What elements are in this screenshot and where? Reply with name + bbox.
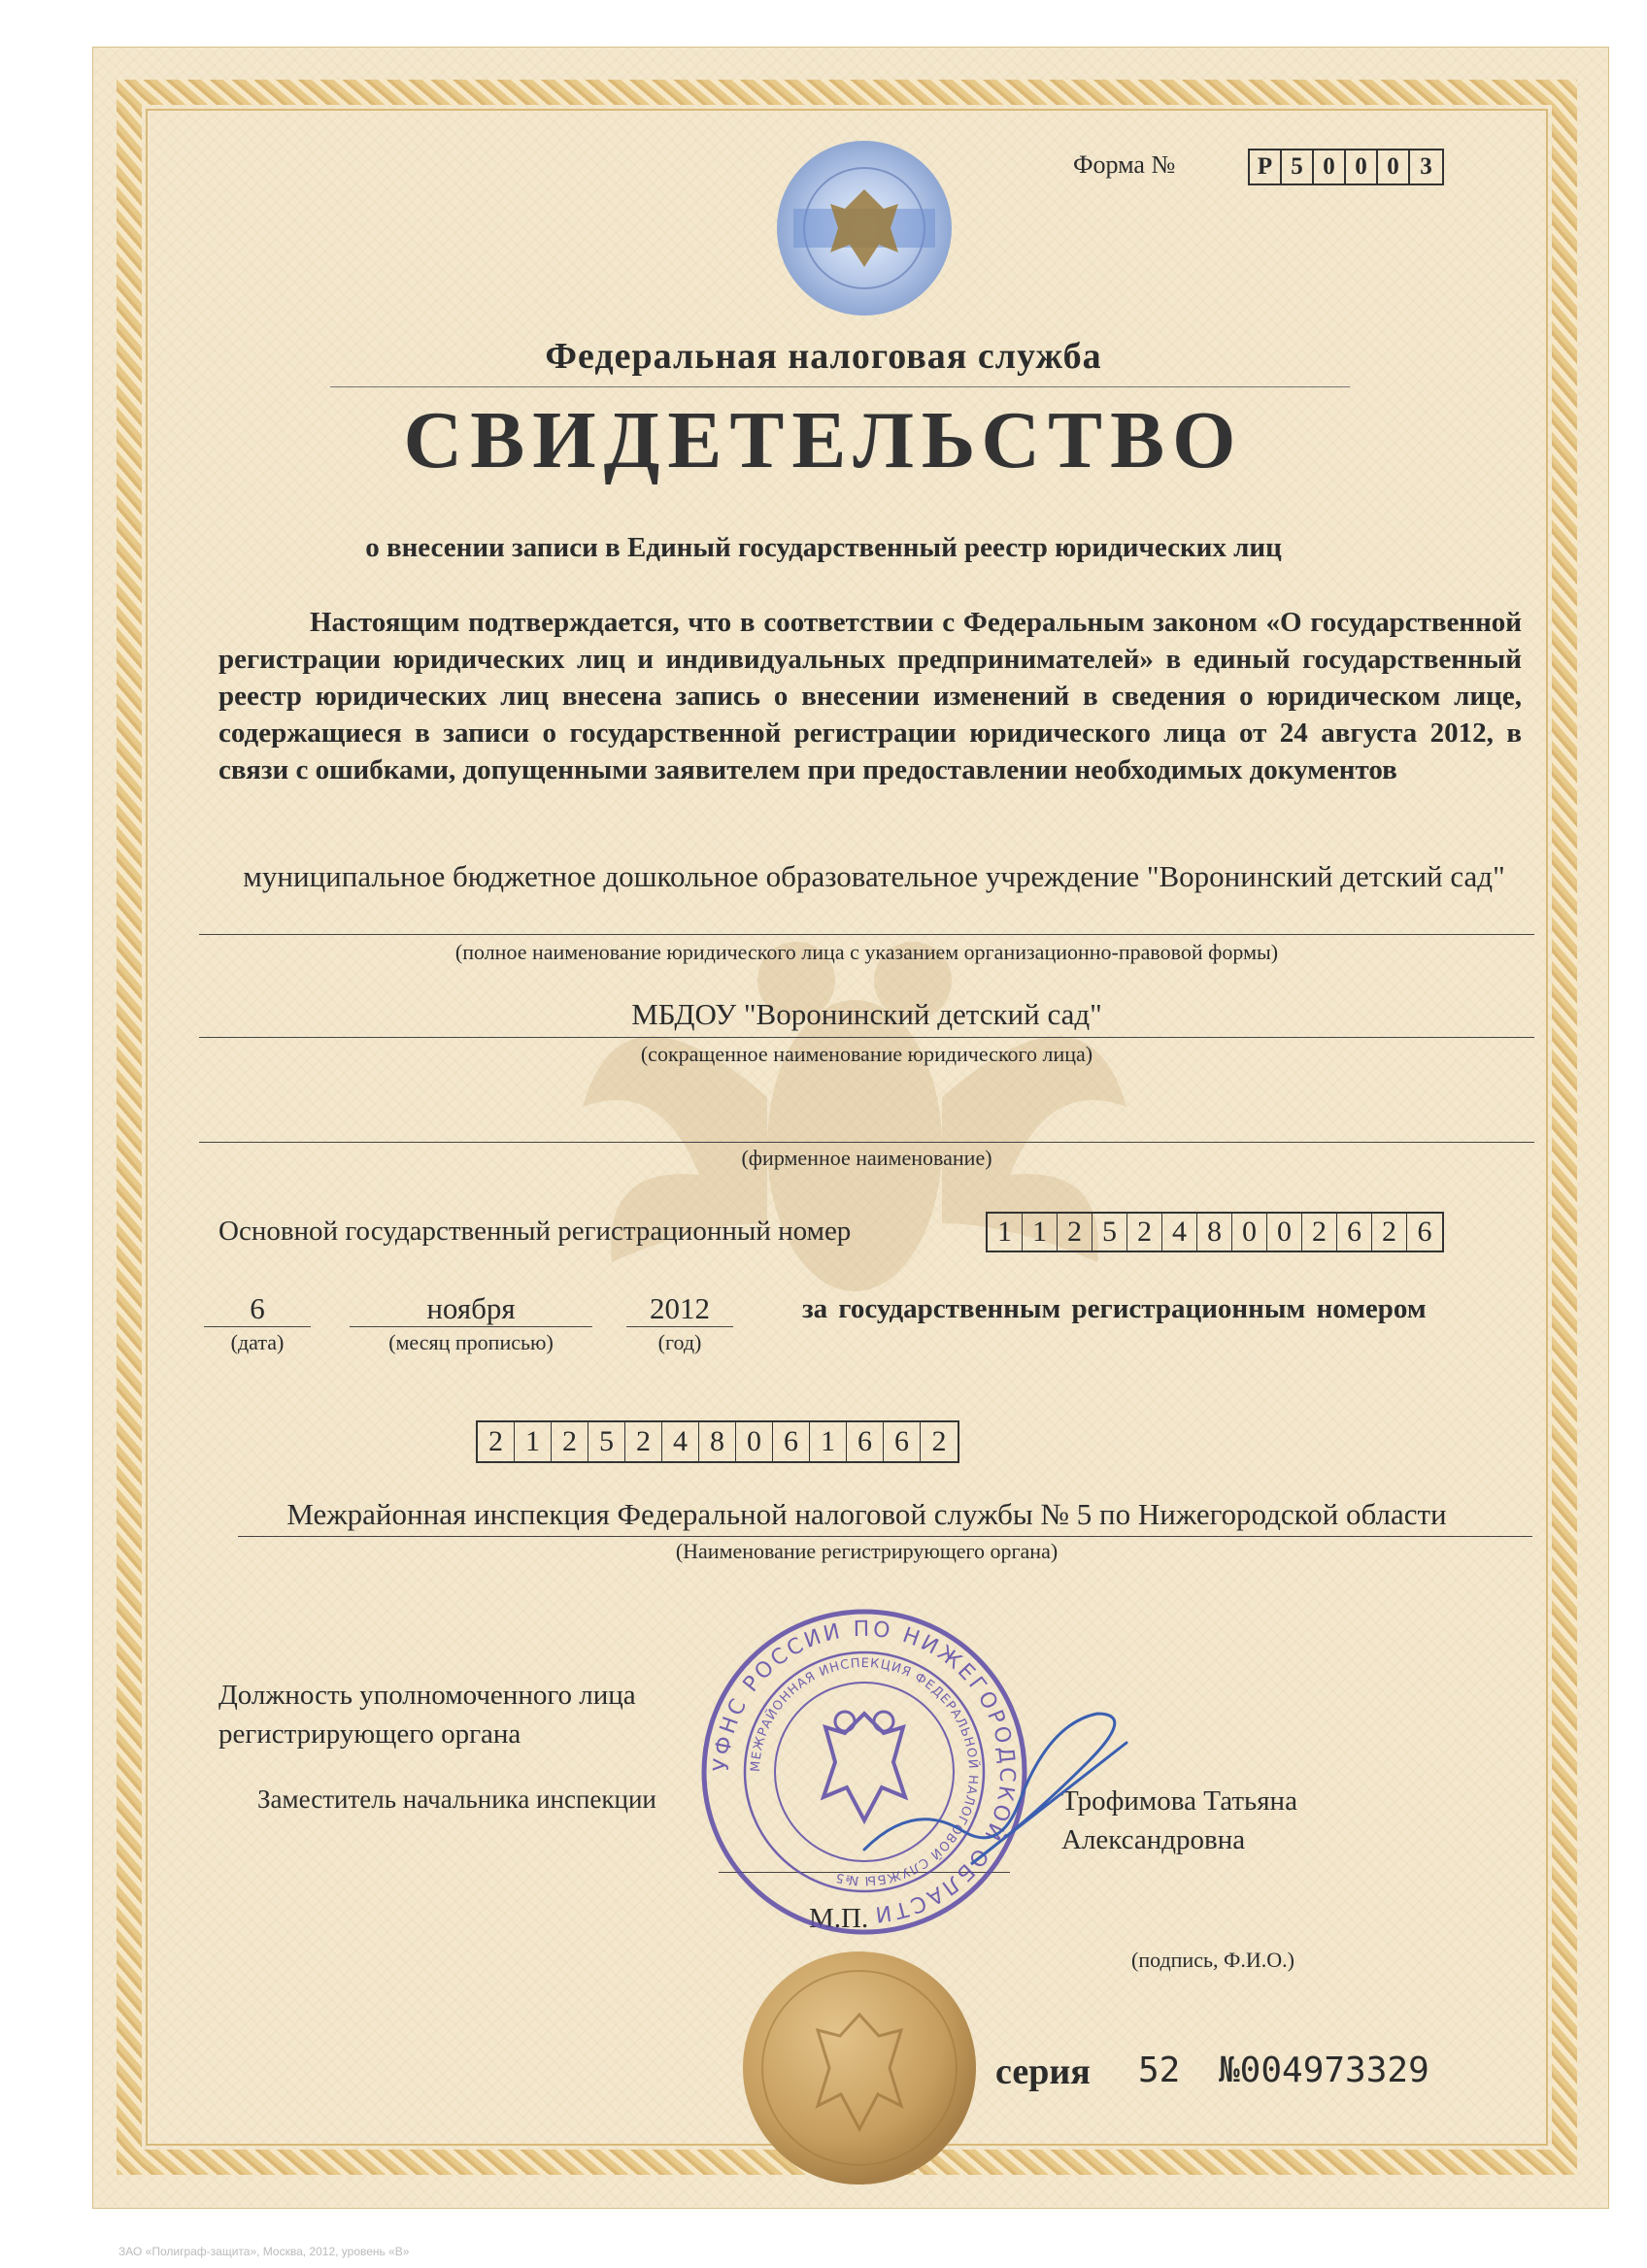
signature-caption: (подпись, Ф.И.О.)	[1131, 1948, 1294, 1972]
full-name-caption: (полное наименование юридического лица с указанием организационно-правовой формы)	[454, 940, 1279, 964]
grn-digit: 8	[699, 1422, 736, 1461]
ogrn-digit: 0	[1267, 1214, 1302, 1251]
authority-caption: (Наименование регистрирующего органа)	[675, 1539, 1059, 1563]
entity-short-name: МБДОУ "Воронинский детский сад"	[631, 997, 1102, 1031]
ogrn-digit: 1	[988, 1214, 1023, 1251]
ogrn-digit: 2	[1372, 1214, 1407, 1251]
firm-name-caption: (фирменное наименование)	[741, 1146, 992, 1170]
date-month: ноября	[426, 1291, 516, 1325]
date-day-line	[204, 1326, 311, 1327]
grn-digit: 2	[625, 1422, 662, 1461]
date-day: 6	[250, 1291, 265, 1325]
form-code-cell: 0	[1346, 150, 1378, 183]
date-year-line	[626, 1326, 733, 1327]
ogrn-digit: 1	[1023, 1214, 1058, 1251]
certificate-title: СВИДЕТЕЛЬСТВО	[403, 395, 1244, 485]
date-year: 2012	[650, 1291, 710, 1325]
position-label: Должность уполномоченного лица регистрирующего органа	[218, 1680, 636, 1750]
ogrn-digit: 2	[1302, 1214, 1337, 1251]
ogrn-label: Основной государственный регистрационный номер	[218, 1216, 852, 1247]
form-number-label: Форма №	[1073, 150, 1176, 179]
ogrn-digit: 2	[1058, 1214, 1092, 1251]
grn-boxes	[476, 1420, 959, 1463]
ogrn-digit: 4	[1162, 1214, 1197, 1251]
agency-name: Федеральная налоговая служба	[545, 336, 1102, 377]
ogrn-boxes	[986, 1212, 1444, 1252]
full-name-line	[199, 934, 1534, 935]
ogrn-digit: 0	[1232, 1214, 1267, 1251]
ogrn-digit: 5	[1092, 1214, 1127, 1251]
stamp-outer-text: УФНС РОССИИ ПО НИЖЕГОРОДСКОЙ ОБЛАСТИ	[709, 1617, 1020, 1927]
grn-digit: 1	[515, 1422, 552, 1461]
short-name-line	[199, 1037, 1534, 1038]
authority-line	[238, 1536, 1532, 1537]
registering-authority: Межрайонная инспекция Федеральной налоговой службы № 5 по Нижегородской области	[286, 1497, 1447, 1531]
date-month-caption: (месяц прописью)	[388, 1330, 554, 1354]
certificate-number: №004973329	[1219, 2051, 1429, 2090]
printer-note: ЗАО «Полиграф-защита», Москва, 2012, уровень «В»	[118, 2245, 410, 2258]
stamp-inner-text: МЕЖРАЙОННАЯ ИНСПЕКЦИЯ ФЕДЕРАЛЬНОЙ НАЛОГОВОЙ СЛУЖБЫ №5	[748, 1655, 981, 1888]
certificate-subtitle: о внесении записи в Единый государственный реестр юридических лиц	[365, 532, 1282, 563]
form-code-cell: 5	[1282, 150, 1314, 183]
grn-label: за государственным регистрационным номером	[802, 1293, 1427, 1324]
grn-digit: 2	[552, 1422, 588, 1461]
grn-digit: 2	[931, 1425, 947, 1457]
ogrn-digit: 6	[1337, 1214, 1372, 1251]
grn-digit: 0	[736, 1422, 773, 1461]
hologram-emblem-icon	[772, 136, 957, 320]
series-label: серия	[995, 2051, 1091, 2092]
firm-name-line	[199, 1142, 1534, 1143]
grn-digit: 5	[588, 1422, 625, 1461]
agency-underline	[330, 386, 1350, 387]
grn-digit: 2	[478, 1422, 515, 1461]
form-code-cell: Р	[1250, 150, 1282, 183]
series-value: 52	[1138, 2051, 1181, 2090]
entity-full-name: муниципальное бюджетное дошкольное образовательное учреждение "Воронинский детский сад"	[243, 859, 1505, 893]
grn-digit: 6	[884, 1422, 921, 1461]
ogrn-digit: 2	[1127, 1214, 1162, 1251]
grn-digit: 4	[662, 1422, 699, 1461]
form-code-cell: 0	[1378, 150, 1410, 183]
date-month-line	[350, 1326, 592, 1327]
confirmation-paragraph: Настоящим подтверждается, что в соответствии с Федеральным законом «О государственной регистрации юридических лиц и индивидуальных предпринимателей» в единый государственный реестр юридических лиц внесена запись о внесении изменений в сведения о юридическом лице, содержащиеся в записи о государственной регистрации юридического лица от 24 августа 2012, в связи с ошибками, допущенными заявителем при предоставлении необходимых документов	[218, 607, 1522, 785]
ogrn-digit: 8	[1197, 1214, 1232, 1251]
grn-digit: 6	[847, 1422, 884, 1461]
date-year-caption: (год)	[657, 1330, 702, 1354]
mp-label: М.П.	[809, 1903, 869, 1934]
handwritten-signature-icon	[855, 1684, 1146, 1879]
form-code-cell: 3	[1420, 153, 1432, 180]
signatory-position: Заместитель начальника инспекции	[257, 1784, 656, 1814]
embossed-seal-icon	[738, 1947, 981, 2189]
grn-digit: 1	[810, 1422, 847, 1461]
short-name-caption: (сокращенное наименование юридического лица)	[640, 1042, 1093, 1066]
form-number-boxes	[1248, 149, 1444, 185]
date-day-caption: (дата)	[230, 1330, 285, 1354]
grn-digit: 6	[773, 1422, 810, 1461]
ogrn-digit: 6	[1417, 1216, 1432, 1248]
form-code-cell: 0	[1314, 150, 1346, 183]
signatory-name: Трофимова Татьяна Александровна	[1061, 1785, 1297, 1855]
